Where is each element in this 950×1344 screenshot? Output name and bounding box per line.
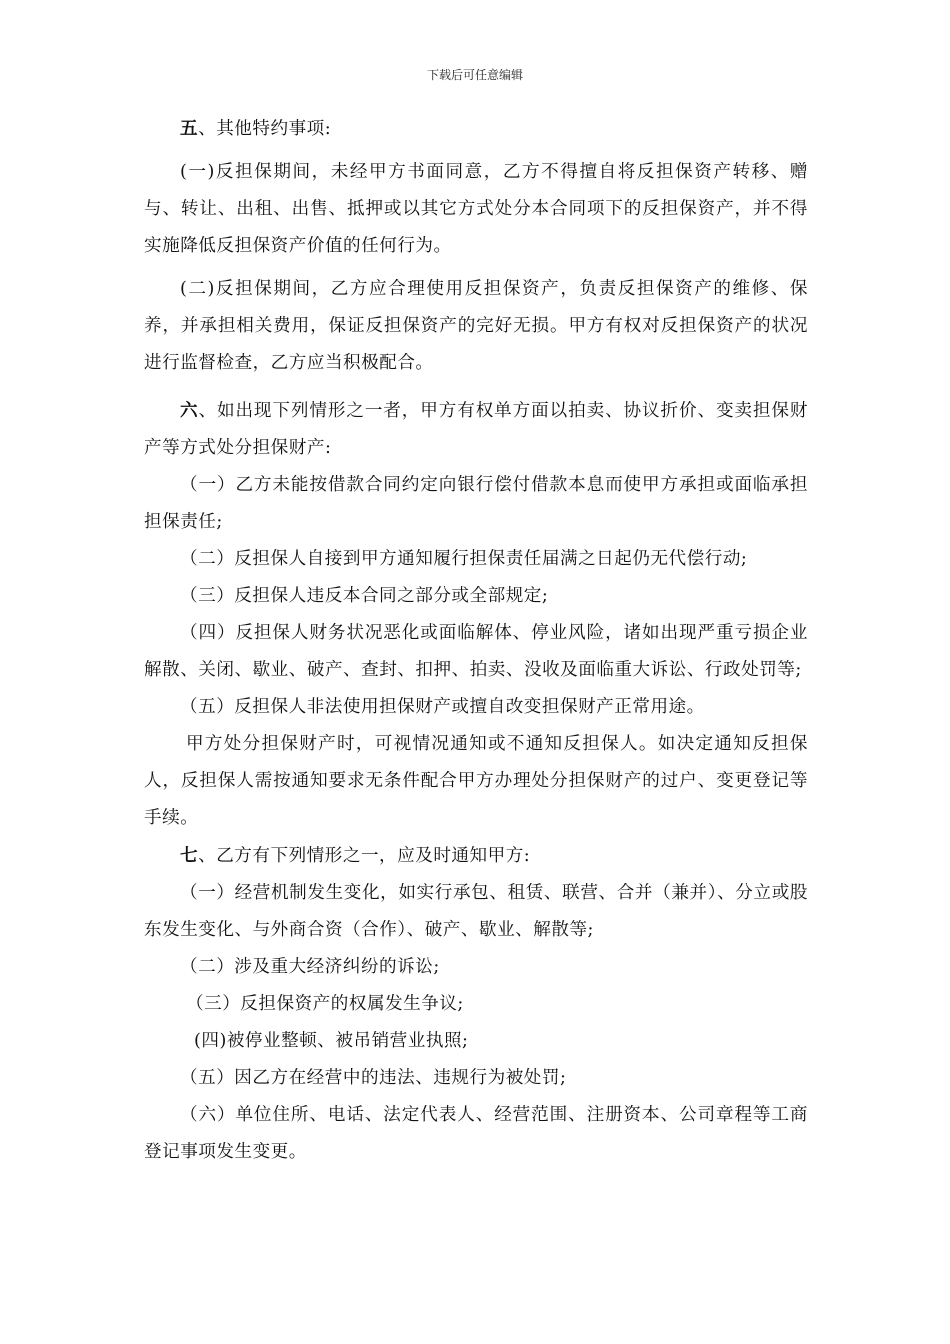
section-7-title: 、乙方有下列情形之一，应及时通知甲方: [198, 846, 531, 866]
section-6-closing: 甲方处分担保财产时，可视情况通知或不通知反担保人。如决定通知反担保人，反担保人需按通知要求无条件配合甲方办理处分担保财产的过户、变更登记等手续。 [144, 734, 808, 828]
section-7-item-4: (四)被停业整顿、被吊销营业执照; [194, 1031, 469, 1051]
section-7-number: 七 [180, 845, 199, 866]
section-7-item-6: （六）单位住所、电话、法定代表人、经营范围、注册资本、公司章程等工商登记事项发生变更。 [144, 1105, 808, 1162]
section-6-item-5: （五）反担保人非法使用担保财产或擅自改变担保财产正常用途。 [180, 697, 705, 717]
document-body [144, 110, 808, 1171]
section-6-item-1: （一）乙方未能按借款合同约定向银行偿付借款本息而使甲方承担或面临承担担保责任; [144, 475, 808, 532]
section-6-heading [144, 392, 808, 467]
section-5-paragraph-1: (一)反担保期间，未经甲方书面同意，乙方不得擅自将反担保资产转移、赠与、转让、出租、出售、抵押或以其它方式处分本合同项下的反担保资产，并不得实施降低反担保资产价值的任何行为。 [144, 162, 808, 256]
section-6-item-2: （二）反担保人自接到甲方通知履行担保责任届满之日起仍无代偿行动; [180, 549, 748, 569]
section-5-title: 、其他特约事项: [198, 119, 332, 139]
section-7-item-5: （五）因乙方在经营中的违法、违规行为被处罚; [180, 1068, 567, 1088]
section-6-item-3: （三）反担保人违反本合同之部分或全部规定; [180, 586, 549, 606]
section-7-item-2: （二）涉及重大经济纠纷的诉讼; [180, 957, 440, 977]
section-5-number: 五 [180, 118, 199, 139]
section-5-paragraph-2: (二)反担保期间，乙方应合理使用反担保资产，负责反担保资产的维修、保养，并承担相关费用，保证反担保资产的完好无损。甲方有权对反担保资产的状况进行监督检查，乙方应当积极配合。 [144, 279, 808, 373]
section-7-heading [144, 837, 808, 875]
section-6-title: 、如出现下列情形之一者，甲方有权单方面以拍卖、协议折价、变卖担保财产等方式处分担保财产: [144, 401, 808, 458]
section-6-number: 六 [180, 400, 199, 421]
section-5-heading [144, 110, 808, 148]
section-7-item-3: （三）反担保资产的权属发生争议; [186, 994, 464, 1014]
section-6-item-4: （四）反担保人财务状况恶化或面临解体、停业风险，诸如出现严重亏损企业解散、关闭、歇业、破产、查封、扣押、拍卖、没收及面临重大诉讼、行政处罚等; [144, 623, 808, 680]
section-7-item-1: （一）经营机制发生变化，如实行承包、租赁、联营、合并（兼并）、分立或股东发生变化、与外商合资（合作）、破产、歇业、解散等; [144, 883, 808, 940]
page-header-note: 下载后可任意编辑 [426, 68, 523, 82]
